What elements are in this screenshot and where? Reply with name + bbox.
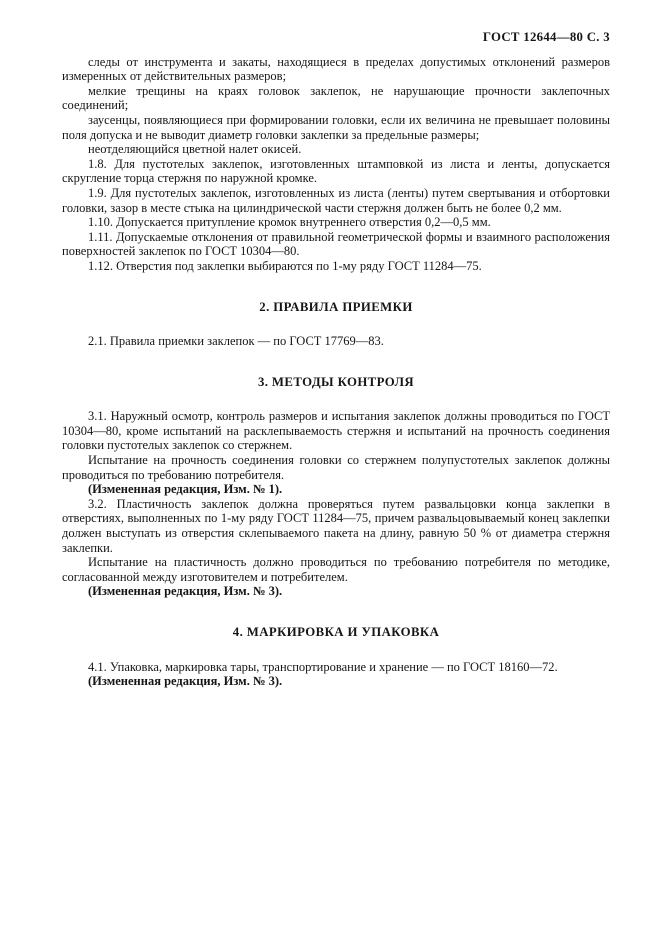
clause-2-1: 2.1. Правила приемки заклепок — по ГОСТ 17769—83. — [88, 334, 384, 349]
section-heading-control: 3. МЕТОДЫ КОНТРОЛЯ — [257, 374, 415, 389]
clause-1-11: 1.11. Допускаемые отклонения от правильной геометрической формы и взаимного расположения поверхностей заклепок по ГОСТ 10304—80. — [62, 229, 610, 259]
clause-1-10: 1.10. Допускается притупление кромок внутреннего отверстия 0,2—0,5 мм. — [88, 215, 491, 230]
amendment-note: (Измененная редакция, Изм. № 3). — [88, 674, 283, 689]
clause-burrs: заусенцы, появляющиеся при формировании головки, если их величина не превышает половины поля допуска и не выводит диаметр головки заклепки за предельные размеры; — [62, 112, 610, 142]
page-header — [0, 0, 661, 45]
section-heading-marking: 4. МАРКИРОВКА И УПАКОВКА — [232, 625, 440, 639]
clause-1-12: 1.12. Отверстия под заклепки выбираются по 1-му ряду ГОСТ 11284—75. — [88, 258, 482, 273]
section-technical-requirements — [62, 55, 610, 274]
section-marking-packaging — [62, 625, 610, 689]
section-acceptance-rules — [62, 300, 610, 349]
clause-small-cracks: мелкие трещины на краях головок заклепок, не нарушающие прочности заклепочных соединений; — [62, 83, 610, 113]
clause-3-1-note: Испытание на прочность соединения головки со стержнем полупустотелых заклепок должны проводиться по требованию потребителя. — [62, 453, 610, 482]
clause-oxide-film: неотделяющийся цветной налет окисей. — [88, 142, 302, 157]
gost-number-page-label: ГОСТ 12644—80 С. 3 — [482, 30, 610, 44]
section-heading-acceptance: 2. ПРАВИЛА ПРИЕМКИ — [259, 299, 413, 314]
clause-1-8: 1.8. Для пустотелых заклепок, изготовленных штамповкой из листа и ленты, допускается скругление торца стержня по наружной кромке. — [62, 156, 610, 186]
clause-4-1: 4.1. Упаковка, маркировка тары, транспортирование и хранение — по ГОСТ 18160—72. — [88, 659, 558, 674]
amendment-note: (Измененная редакция, Изм. № 3). — [88, 584, 283, 599]
clause-3-2: 3.2. Пластичность заклепок должна проверяться путем развальцовки конца заклепки в отверстиях, выполненных по 1-му ряду ГОСТ 11284—75, причем развальцовываемый конец заклепки должен выступать из отверстия склепываемого пакета на длину, равную 50 % от диаметра стержня заклепки. — [62, 496, 610, 555]
clause-1-9: 1.9. Для пустотелых заклепок, изготовленных из листа (ленты) путем свертывания и отбортовки головки, зазор в месте стыка на цилиндрической части стержня должен быть не более 0,2 мм. — [62, 185, 610, 215]
clause-tool-marks: следы от инструмента и закаты, находящиеся в пределах допустимых отклонений размеров измеренных от действительных размеров; — [62, 54, 610, 84]
amendment-note: (Измененная редакция, Изм. № 1). — [88, 482, 283, 497]
section-control-methods — [62, 375, 610, 599]
clause-3-1: 3.1. Наружный осмотр, контроль размеров и испытания заклепок должны проводиться по ГОСТ 10304—80, кроме испытаний на расклепываемость стержня и испытаний на прочность соединения головки пустотелых заклепок со стержнем. — [62, 409, 610, 453]
document-body — [0, 45, 661, 689]
clause-3-2-note: Испытание на пластичность должно проводиться по требованию потребителя по методике, согласованной между изготовителем и потребителем. — [62, 555, 610, 584]
